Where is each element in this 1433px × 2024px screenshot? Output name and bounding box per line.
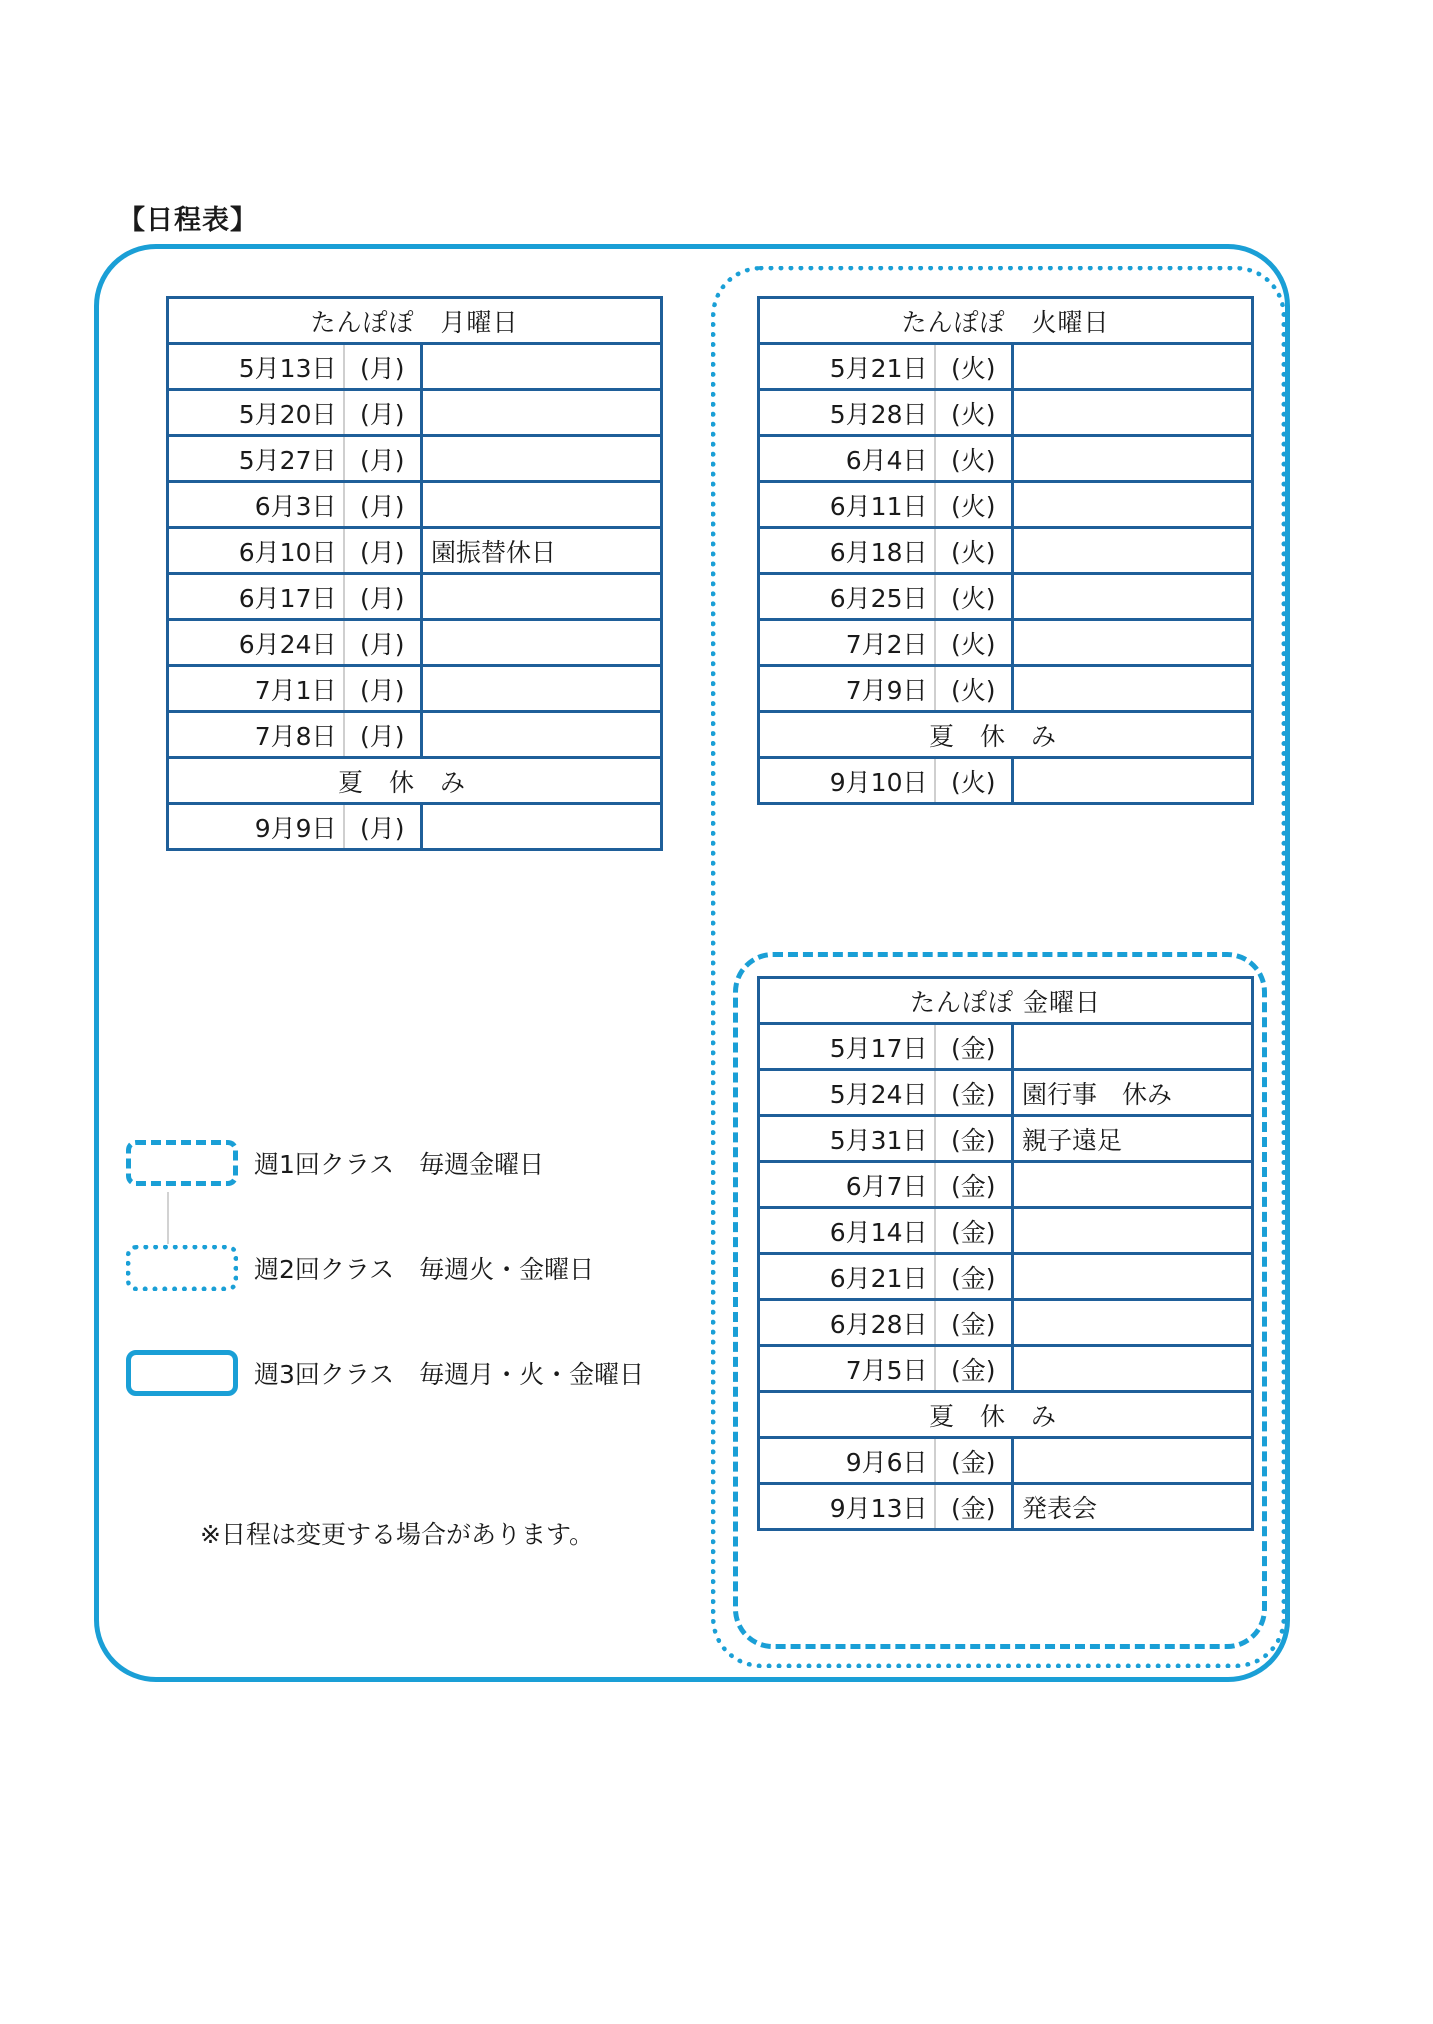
note-cell [422,344,662,390]
weekday-cell: (月) [344,390,422,436]
date-cell: 6月25日 [759,574,935,620]
note-cell: 園振替休日 [422,528,662,574]
table-row [759,758,1253,804]
note-cell [1013,344,1253,390]
date-cell: 5月27日 [168,436,344,482]
weekday-cell: (月) [344,620,422,666]
table-row [759,344,1253,390]
weekday-cell: (金) [935,1116,1013,1162]
summer-break-label: 夏休み [168,758,662,804]
date-cell: 5月31日 [759,1116,935,1162]
date-cell: 7月2日 [759,620,935,666]
note-cell: 親子遠足 [1013,1116,1253,1162]
weekday-cell: (金) [935,1162,1013,1208]
summer-break-label: 夏休み [759,1392,1253,1438]
date-cell: 5月24日 [759,1070,935,1116]
weekday-cell: (火) [935,528,1013,574]
weekday-cell: (金) [935,1484,1013,1530]
note-cell [1013,390,1253,436]
weekday-cell: (火) [935,390,1013,436]
note-cell [1013,1346,1253,1392]
table-title: たんぽぽ 火曜日 [759,298,1253,344]
date-cell: 6月24日 [168,620,344,666]
summer-break-row [759,712,1253,758]
date-cell: 9月13日 [759,1484,935,1530]
legend-label: 週1回クラス 毎週金曜日 [254,1150,545,1179]
weekday-cell: (火) [935,482,1013,528]
table-row [759,1024,1253,1070]
note-cell [422,804,662,850]
note-cell [1013,436,1253,482]
date-cell: 6月28日 [759,1300,935,1346]
tuesday-schedule-table [757,296,1254,805]
note-cell: 園行事 休み [1013,1070,1253,1116]
table-row [759,482,1253,528]
weekday-cell: (火) [935,666,1013,712]
note-cell [1013,574,1253,620]
note-cell: 発表会 [1013,1484,1253,1530]
weekday-cell: (金) [935,1438,1013,1484]
table-row [168,482,662,528]
date-cell: 6月11日 [759,482,935,528]
note-cell [1013,528,1253,574]
date-cell: 5月17日 [759,1024,935,1070]
table-row [168,436,662,482]
table-title: たんぽぽ 月曜日 [168,298,662,344]
note-cell [422,574,662,620]
table-row [759,1254,1253,1300]
solid-frame-swatch [126,1350,238,1396]
table-row [759,390,1253,436]
note-cell [422,482,662,528]
note-cell [422,436,662,482]
legend-item-twice-weekly [126,1240,594,1296]
summer-break-label: 夏休み [759,712,1253,758]
date-cell: 5月28日 [759,390,935,436]
date-cell: 9月10日 [759,758,935,804]
note-cell [1013,758,1253,804]
weekday-cell: (金) [935,1208,1013,1254]
note-cell [1013,1438,1253,1484]
monday-schedule-table [166,296,663,851]
weekday-cell: (金) [935,1254,1013,1300]
summer-break-row [168,758,662,804]
note-cell [422,712,662,758]
page-heading: 【日程表】 [118,205,258,236]
table-row [168,574,662,620]
table-row [759,1300,1253,1346]
weekday-cell: (月) [344,482,422,528]
table-row [759,1116,1253,1162]
date-cell: 9月9日 [168,804,344,850]
table-row [759,1070,1253,1116]
weekday-cell: (月) [344,344,422,390]
date-cell: 7月1日 [168,666,344,712]
table-row [759,1484,1253,1530]
note-cell [1013,1254,1253,1300]
note-cell [1013,1300,1253,1346]
weekday-cell: (火) [935,574,1013,620]
date-cell: 7月8日 [168,712,344,758]
note-cell [1013,620,1253,666]
note-cell [1013,1162,1253,1208]
table-row [759,574,1253,620]
date-cell: 5月21日 [759,344,935,390]
note-cell [1013,666,1253,712]
date-cell: 7月5日 [759,1346,935,1392]
note-cell [422,620,662,666]
table-row [759,528,1253,574]
table-row [759,1162,1253,1208]
table-row [168,620,662,666]
date-cell: 6月3日 [168,482,344,528]
dashed-frame-swatch [126,1140,238,1186]
weekday-cell: (火) [935,758,1013,804]
summer-break-row [759,1392,1253,1438]
weekday-cell: (月) [344,436,422,482]
legend-label: 週3回クラス 毎週月・火・金曜日 [254,1360,645,1389]
table-row [759,1438,1253,1484]
table-row [168,390,662,436]
table-row [759,436,1253,482]
weekday-cell: (月) [344,666,422,712]
legend-item-three-times-weekly [126,1345,644,1401]
date-cell: 6月10日 [168,528,344,574]
weekday-cell: (月) [344,712,422,758]
table-row [759,666,1253,712]
date-cell: 9月6日 [759,1438,935,1484]
note-cell [422,390,662,436]
date-cell: 7月9日 [759,666,935,712]
table-row [168,344,662,390]
table-row [759,1346,1253,1392]
weekday-cell: (月) [344,574,422,620]
note-cell [422,666,662,712]
date-cell: 6月4日 [759,436,935,482]
date-cell: 6月14日 [759,1208,935,1254]
table-row [168,528,662,574]
legend-connector-line [167,1192,169,1244]
weekday-cell: (金) [935,1346,1013,1392]
table-title: たんぽぽ 金曜日 [759,978,1253,1024]
weekday-cell: (火) [935,344,1013,390]
date-cell: 6月21日 [759,1254,935,1300]
table-row [759,620,1253,666]
date-cell: 5月20日 [168,390,344,436]
date-cell: 5月13日 [168,344,344,390]
weekday-cell: (金) [935,1300,1013,1346]
dotted-frame-swatch [126,1245,238,1291]
schedule-change-note: ※日程は変更する場合があります。 [200,1520,594,1549]
friday-schedule-table [757,976,1254,1531]
table-row [168,712,662,758]
legend-item-once-weekly [126,1135,544,1191]
note-cell [1013,1208,1253,1254]
weekday-cell: (火) [935,436,1013,482]
weekday-cell: (火) [935,620,1013,666]
weekday-cell: (金) [935,1024,1013,1070]
table-row [168,666,662,712]
table-row [168,804,662,850]
weekday-cell: (月) [344,528,422,574]
note-cell [1013,1024,1253,1070]
note-cell [1013,482,1253,528]
date-cell: 6月17日 [168,574,344,620]
date-cell: 6月18日 [759,528,935,574]
weekday-cell: (月) [344,804,422,850]
table-row [759,1208,1253,1254]
weekday-cell: (金) [935,1070,1013,1116]
legend-label: 週2回クラス 毎週火・金曜日 [254,1255,595,1284]
date-cell: 6月7日 [759,1162,935,1208]
